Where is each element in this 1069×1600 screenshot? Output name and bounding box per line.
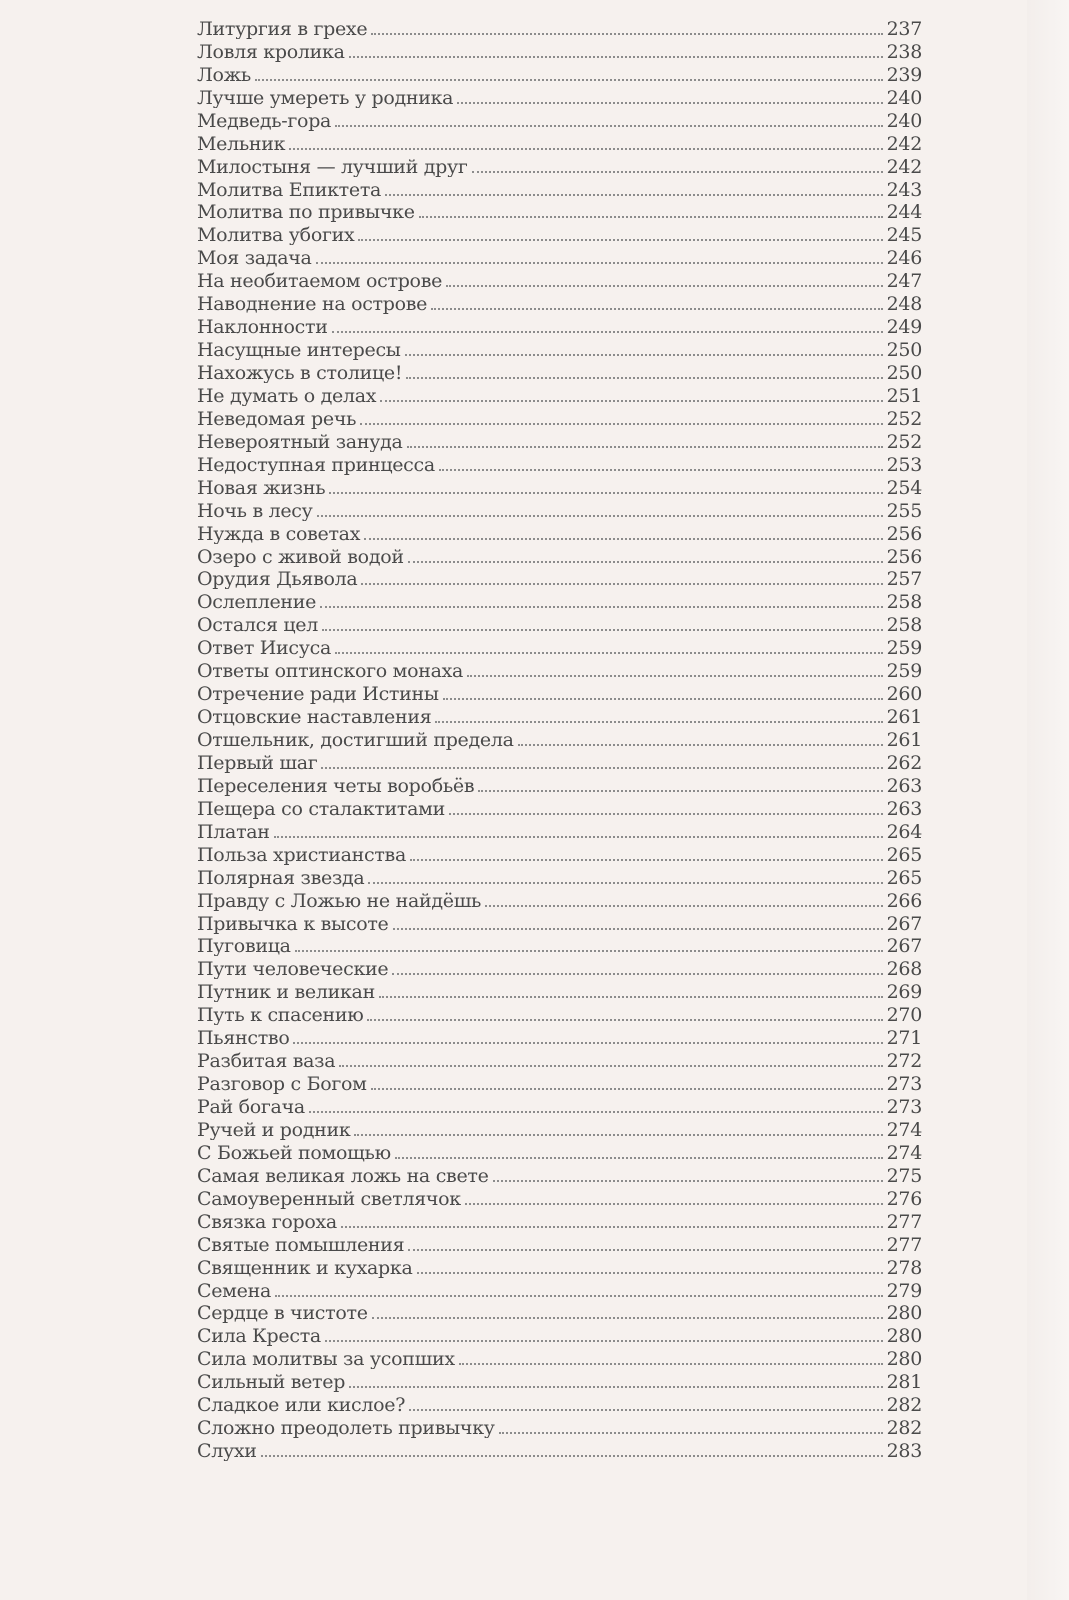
toc-entry	[197, 314, 922, 337]
toc-entry-title: Пьянство	[197, 1027, 290, 1049]
toc-leader-dots	[446, 285, 883, 287]
toc-entry-title: Святые помышления	[197, 1233, 405, 1255]
toc-entry	[197, 337, 922, 360]
toc-entry-page-number: 242	[886, 132, 922, 154]
toc-leader-dots	[360, 423, 882, 425]
toc-entry-title: Невероятный зануда	[197, 430, 403, 452]
toc-leader-dots	[339, 1065, 882, 1067]
toc-leader-dots	[405, 354, 883, 356]
toc-entry	[197, 1346, 922, 1369]
toc-leader-dots	[478, 790, 882, 792]
toc-entry-page-number: 250	[886, 339, 922, 361]
toc-entry-title: На необитаемом острове	[197, 270, 443, 292]
toc-entry-page-number: 244	[886, 201, 922, 223]
toc-entry-page-number: 258	[886, 614, 922, 636]
toc-entry-page-number: 268	[886, 958, 922, 980]
toc-leader-dots	[354, 1134, 882, 1136]
toc-entry-page-number: 276	[886, 1187, 922, 1209]
toc-entry	[197, 108, 922, 131]
toc-leader-dots	[329, 492, 882, 494]
toc-entry-title: Пути человеческие	[197, 958, 389, 980]
toc-entry	[197, 1301, 922, 1324]
toc-leader-dots	[409, 1409, 883, 1411]
toc-entry-page-number: 278	[886, 1256, 922, 1278]
toc-entry-page-number: 274	[886, 1118, 922, 1140]
toc-entry	[197, 727, 922, 750]
toc-entry-title: Сердце в чистоте	[197, 1302, 368, 1324]
toc-entry-page-number: 274	[886, 1141, 922, 1163]
toc-entry	[197, 1209, 922, 1232]
toc-entry-page-number: 262	[886, 751, 922, 773]
toc-entry	[197, 979, 922, 1002]
toc-leader-dots	[361, 583, 882, 585]
toc-entry-title: Ночь в лесу	[197, 499, 313, 521]
toc-entry-title: Нужда в советах	[197, 522, 361, 544]
toc-entry	[197, 819, 922, 842]
toc-entry-title: Неведомая речь	[197, 407, 357, 429]
toc-entry-page-number: 260	[886, 683, 922, 705]
toc-entry	[197, 658, 922, 681]
toc-entry	[197, 612, 922, 635]
toc-entry-page-number: 259	[886, 660, 922, 682]
toc-leader-dots	[449, 813, 883, 815]
toc-entry-title: Наклонности	[197, 316, 328, 338]
toc-leader-dots	[419, 216, 883, 218]
toc-entry-page-number: 246	[886, 247, 922, 269]
toc-entry	[197, 245, 922, 268]
toc-leader-dots	[410, 859, 883, 861]
toc-entry-title: Отшельник, достигший предела	[197, 729, 514, 750]
toc-leader-dots	[406, 377, 882, 379]
toc-entry-page-number: 240	[886, 86, 922, 108]
toc-entry-page-number: 245	[886, 224, 922, 246]
toc-entry	[197, 635, 922, 658]
toc-entry-title: Сложно преодолеть привычку	[197, 1417, 495, 1439]
toc-leader-dots	[309, 1111, 883, 1113]
toc-leader-dots	[443, 698, 883, 700]
toc-entry	[197, 865, 922, 888]
toc-leader-dots	[395, 1157, 883, 1159]
toc-entry-title: Ловля кролика	[197, 40, 345, 62]
toc-entry-page-number: 264	[886, 820, 922, 842]
toc-entry	[197, 888, 922, 911]
toc-leader-dots	[485, 905, 883, 907]
toc-entry-page-number: 258	[886, 591, 922, 613]
toc-entry-page-number: 252	[886, 430, 922, 452]
toc-leader-dots	[322, 629, 883, 631]
toc-entry-title: Ответы оптинского монаха	[197, 660, 464, 682]
toc-entry-title: Ослепление	[197, 591, 317, 613]
toc-entry-title: Милостыня — лучший друг	[197, 155, 468, 177]
table-of-contents	[197, 16, 922, 1461]
toc-entry-page-number: 252	[886, 407, 922, 429]
toc-leader-dots	[493, 1180, 883, 1182]
toc-entry	[197, 1025, 922, 1048]
toc-entry-page-number: 249	[886, 316, 922, 338]
toc-entry-title: Сладкое или кислое?	[197, 1394, 406, 1416]
toc-leader-dots	[358, 239, 882, 241]
toc-entry-page-number: 243	[886, 178, 922, 200]
toc-entry	[197, 681, 922, 704]
toc-entry-title: Новая жизнь	[197, 476, 326, 498]
toc-leader-dots	[372, 1317, 883, 1319]
toc-entry	[197, 154, 922, 177]
toc-leader-dots	[379, 996, 883, 998]
toc-leader-dots	[293, 1042, 882, 1044]
toc-entry-title: Слухи	[197, 1440, 257, 1462]
toc-entry-page-number: 267	[886, 935, 922, 957]
toc-leader-dots	[317, 515, 883, 517]
toc-leader-dots	[472, 171, 883, 173]
toc-leader-dots	[275, 1295, 883, 1297]
toc-leader-dots	[393, 928, 883, 930]
toc-leader-dots	[368, 882, 882, 884]
toc-entry-title: Молитва убогих	[197, 224, 355, 246]
toc-entry	[197, 16, 922, 39]
toc-entry-page-number: 269	[886, 981, 922, 1003]
toc-leader-dots	[289, 148, 882, 150]
toc-leader-dots	[435, 721, 882, 723]
toc-entry-title: Медведь-гора	[197, 109, 332, 131]
toc-entry-page-number: 242	[886, 155, 922, 177]
toc-leader-dots	[371, 1088, 883, 1090]
toc-entry-page-number: 248	[886, 293, 922, 315]
toc-entry	[197, 85, 922, 108]
toc-entry-page-number: 277	[886, 1210, 922, 1232]
toc-entry-page-number: 263	[886, 774, 922, 796]
toc-leader-dots	[459, 1363, 883, 1365]
toc-entry	[197, 750, 922, 773]
toc-entry-page-number: 270	[886, 1004, 922, 1026]
toc-entry-page-number: 261	[886, 729, 922, 750]
toc-entry-title: Сила молитвы за усопших	[197, 1348, 455, 1370]
toc-entry-page-number: 250	[886, 362, 922, 383]
toc-leader-dots	[385, 194, 883, 196]
toc-entry-page-number: 247	[886, 270, 922, 292]
toc-entry	[197, 1232, 922, 1255]
toc-entry-page-number: 282	[886, 1417, 922, 1439]
toc-leader-dots	[431, 308, 883, 310]
toc-entry	[197, 934, 922, 957]
toc-leader-dots	[407, 446, 883, 448]
toc-entry	[197, 383, 922, 406]
toc-leader-dots	[325, 1340, 883, 1342]
toc-entry-title: Сила Креста	[197, 1325, 321, 1347]
toc-entry	[197, 177, 922, 200]
toc-entry-page-number: 271	[886, 1027, 922, 1049]
toc-entry	[197, 475, 922, 498]
toc-entry-title: Озеро с живой водой	[197, 545, 404, 567]
toc-entry-title: Переселения четы воробьёв	[197, 774, 475, 796]
toc-entry	[197, 1255, 922, 1278]
toc-entry-title: Привычка к высоте	[197, 912, 389, 934]
toc-entry-page-number: 275	[886, 1164, 922, 1186]
toc-leader-dots	[367, 1019, 882, 1021]
toc-entry-page-number: 265	[886, 866, 922, 888]
toc-leader-dots	[467, 675, 883, 677]
toc-entry-title: Насущные интересы	[197, 339, 401, 361]
toc-entry	[197, 1392, 922, 1415]
toc-entry-title: Наводнение на острове	[197, 293, 428, 315]
toc-entry-page-number: 283	[886, 1440, 922, 1462]
toc-entry	[197, 796, 922, 819]
toc-entry-page-number: 272	[886, 1050, 922, 1072]
toc-leader-dots	[457, 102, 882, 104]
toc-entry	[197, 200, 922, 223]
toc-entry-page-number: 280	[886, 1302, 922, 1324]
toc-entry	[197, 39, 922, 62]
toc-entry	[197, 62, 922, 85]
toc-entry-title: Не думать о делах	[197, 384, 377, 406]
toc-entry-page-number: 279	[886, 1279, 922, 1301]
toc-entry-page-number: 265	[886, 843, 922, 865]
toc-entry-title: Связка гороха	[197, 1210, 337, 1232]
toc-entry-title: Рай богача	[197, 1096, 305, 1117]
toc-leader-dots	[332, 331, 883, 333]
toc-leader-dots	[392, 973, 882, 975]
toc-entry	[197, 291, 922, 314]
toc-leader-dots	[316, 262, 883, 264]
toc-entry-page-number: 239	[886, 63, 922, 85]
toc-leader-dots	[380, 400, 882, 402]
toc-entry-title: Самая великая ложь на свете	[197, 1164, 489, 1186]
toc-entry	[197, 704, 922, 727]
toc-entry	[197, 1048, 922, 1071]
toc-leader-dots	[349, 56, 883, 58]
toc-entry-title: Первый шаг	[197, 751, 318, 773]
toc-entry-title: Остался цел	[197, 614, 319, 636]
toc-entry	[197, 1278, 922, 1301]
toc-entry-page-number: 256	[886, 522, 922, 544]
toc-entry-title: Ложь	[197, 63, 251, 85]
toc-entry	[197, 1002, 922, 1025]
toc-entry	[197, 842, 922, 865]
toc-entry-page-number: 253	[886, 453, 922, 475]
toc-leader-dots	[371, 33, 882, 35]
toc-leader-dots	[465, 1203, 883, 1205]
toc-entry-title: Правду с Ложью не найдёшь	[197, 889, 482, 911]
toc-entry	[197, 1140, 922, 1163]
toc-entry-page-number: 237	[886, 17, 922, 39]
toc-entry-page-number: 261	[886, 706, 922, 728]
toc-entry-title: Полярная звезда	[197, 866, 365, 888]
toc-leader-dots	[335, 125, 883, 127]
toc-entry	[197, 1071, 922, 1094]
toc-entry-title: Самоуверенный светлячок	[197, 1187, 461, 1209]
toc-entry-page-number: 257	[886, 568, 922, 590]
page-edge-shadow	[1027, 0, 1069, 1600]
toc-entry-title: Моя задача	[197, 247, 312, 269]
toc-entry-page-number: 255	[886, 499, 922, 521]
toc-entry-title: Разбитая ваза	[197, 1050, 336, 1072]
toc-entry-title: Ручей и родник	[197, 1118, 351, 1140]
toc-leader-dots	[349, 1386, 883, 1388]
toc-entry-title: Пещера со сталактитами	[197, 797, 445, 819]
toc-entry-title: Отречение ради Истины	[197, 683, 439, 705]
toc-leader-dots	[335, 652, 883, 654]
toc-entry-page-number: 282	[886, 1394, 922, 1416]
toc-entry	[197, 268, 922, 291]
toc-entry	[197, 773, 922, 796]
toc-entry	[197, 544, 922, 567]
toc-entry	[197, 567, 922, 590]
toc-leader-dots	[341, 1226, 883, 1228]
toc-entry	[197, 1094, 922, 1117]
toc-entry-page-number: 266	[886, 889, 922, 911]
toc-entry-page-number: 277	[886, 1233, 922, 1255]
toc-entry	[197, 911, 922, 934]
toc-entry	[197, 956, 922, 979]
toc-entry-title: Сильный ветер	[197, 1371, 346, 1393]
toc-entry-title: Нахожусь в столице!	[197, 362, 403, 383]
toc-entry-title: Орудия Дьявола	[197, 568, 358, 590]
toc-entry-title: Ответ Иисуса	[197, 637, 332, 659]
toc-entry	[197, 589, 922, 612]
toc-entry-title: С Божьей помощью	[197, 1141, 391, 1163]
toc-entry-title: Разговор с Богом	[197, 1073, 367, 1095]
toc-leader-dots	[439, 469, 883, 471]
toc-entry	[197, 1323, 922, 1346]
toc-entry-title: Путник и великан	[197, 981, 375, 1003]
toc-entry-title: Литургия в грехе	[197, 17, 368, 39]
toc-leader-dots	[261, 1455, 883, 1457]
toc-entry	[197, 452, 922, 475]
toc-entry-title: Недоступная принцесса	[197, 453, 435, 475]
toc-entry	[197, 1163, 922, 1186]
toc-entry-page-number: 256	[886, 545, 922, 567]
toc-entry-title: Молитва по привычке	[197, 201, 415, 223]
toc-entry	[197, 1438, 922, 1461]
toc-entry	[197, 222, 922, 245]
toc-entry	[197, 521, 922, 544]
toc-leader-dots	[274, 836, 883, 838]
toc-entry	[197, 406, 922, 429]
toc-entry-page-number: 280	[886, 1348, 922, 1370]
toc-entry-page-number: 280	[886, 1325, 922, 1347]
toc-entry-title: Отцовские наставления	[197, 706, 432, 728]
toc-leader-dots	[408, 561, 883, 563]
toc-leader-dots	[321, 767, 882, 769]
toc-entry-page-number: 240	[886, 109, 922, 131]
toc-leader-dots	[364, 538, 883, 540]
toc-entry-title: Молитва Епиктета	[197, 178, 382, 200]
toc-entry-page-number: 281	[886, 1371, 922, 1393]
toc-leader-dots	[255, 79, 883, 81]
toc-entry	[197, 131, 922, 154]
toc-leader-dots	[518, 744, 883, 746]
toc-entry	[197, 1415, 922, 1438]
toc-entry-page-number: 254	[886, 476, 922, 498]
toc-leader-dots	[417, 1272, 883, 1274]
toc-entry-page-number: 251	[886, 384, 922, 406]
toc-entry-page-number: 273	[886, 1096, 922, 1117]
toc-entry	[197, 498, 922, 521]
toc-entry	[197, 1186, 922, 1209]
toc-entry-title: Лучше умереть у родника	[197, 86, 454, 108]
toc-leader-dots	[499, 1432, 883, 1434]
toc-entry-title: Мельник	[197, 132, 286, 154]
toc-entry-page-number: 263	[886, 797, 922, 819]
toc-entry-page-number: 273	[886, 1073, 922, 1095]
toc-leader-dots	[295, 950, 883, 952]
toc-entry-title: Пуговица	[197, 935, 291, 957]
toc-entry-title: Польза христианства	[197, 843, 406, 865]
toc-entry-title: Священник и кухарка	[197, 1256, 413, 1278]
toc-entry-page-number: 259	[886, 637, 922, 659]
toc-leader-dots	[320, 606, 883, 608]
toc-entry-page-number: 238	[886, 40, 922, 62]
toc-entry-page-number: 267	[886, 912, 922, 934]
toc-entry	[197, 1369, 922, 1392]
toc-entry-title: Семена	[197, 1279, 271, 1301]
toc-entry	[197, 1117, 922, 1140]
toc-leader-dots	[408, 1249, 882, 1251]
toc-entry	[197, 360, 922, 383]
toc-entry-title: Путь к спасению	[197, 1004, 364, 1026]
toc-entry-title: Платан	[197, 820, 270, 842]
toc-entry	[197, 429, 922, 452]
